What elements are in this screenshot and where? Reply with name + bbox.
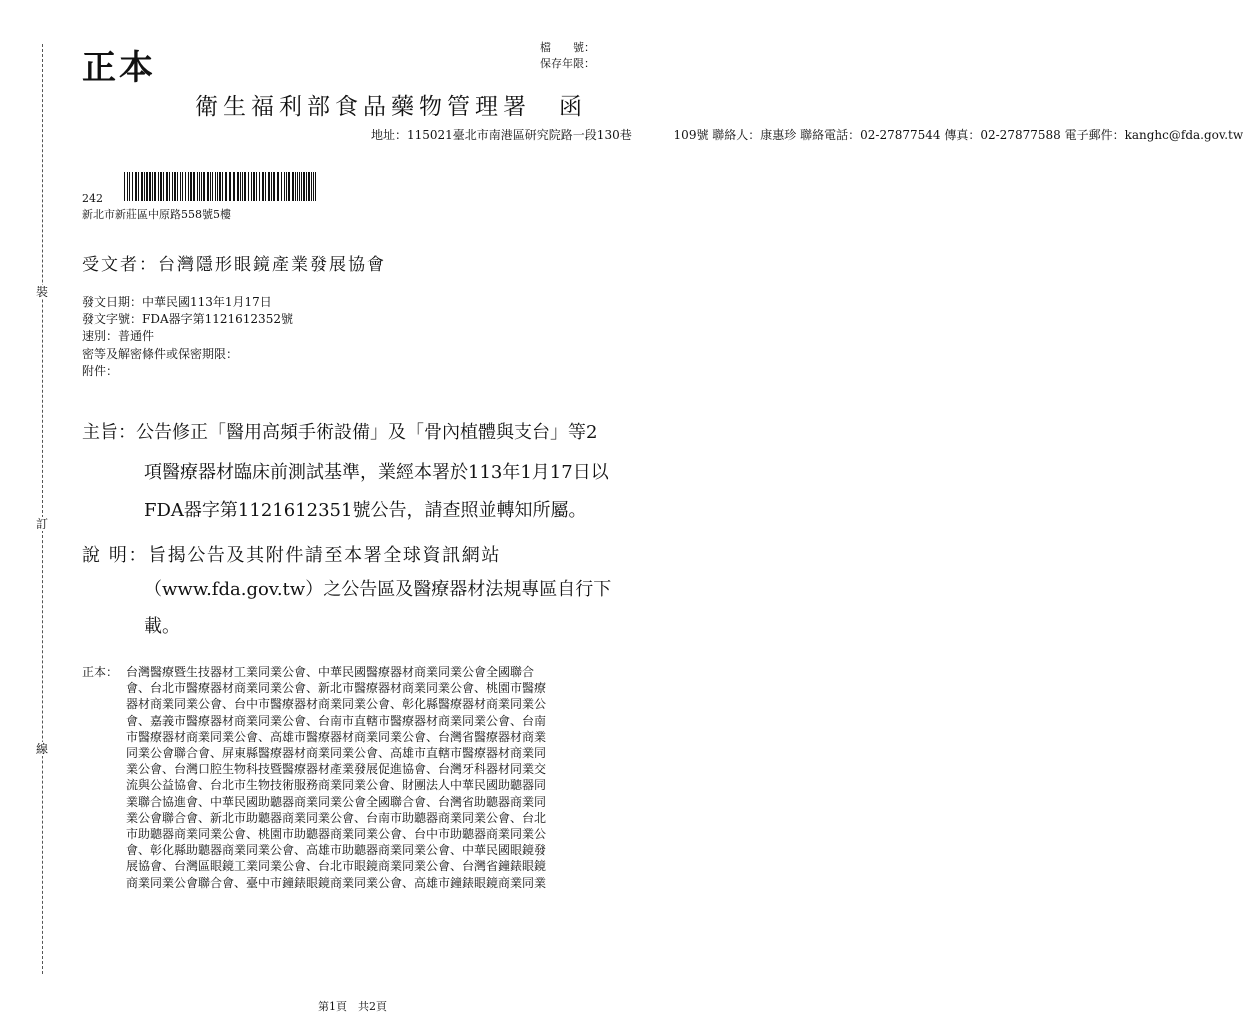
contact-email: 電子郵件：kanghc@fda.gov.tw bbox=[1064, 128, 1243, 142]
distribution-line: 商業同業公會聯合會、臺中市鐘錶眼鏡商業同業公會、高雄市鐘錶眼鏡商業同業 bbox=[126, 875, 547, 890]
contact-phone: 聯絡電話：02-27877544 bbox=[800, 128, 941, 142]
binding-mark-ding: 訂 bbox=[36, 517, 49, 531]
retention-period-label: 保存年限： bbox=[540, 57, 595, 70]
subject-line-2: 項醫療器材臨床前測試基準，業經本署於113年1月17日以 bbox=[144, 462, 609, 483]
document-title: 衛生福利部食品藥物管理署 函 bbox=[195, 94, 587, 120]
distribution-line: 業聯合協進會、中華民國助聽器商業同業公會全國聯合會、台灣省助聽器商業同 bbox=[126, 794, 547, 809]
document-number: 發文字號：FDA器字第1121612352號 bbox=[82, 312, 293, 327]
distribution-line: 同業公會聯合會、屏東縣醫療器材商業同業公會、高雄市直轄市醫療器材商業同 bbox=[126, 746, 547, 761]
file-info bbox=[540, 40, 595, 72]
recipient: 受文者：台灣隱形眼鏡產業發展協會 bbox=[82, 255, 386, 275]
explanation-line-3: 載。 bbox=[144, 616, 180, 637]
binding-mark-zhuang: 裝 bbox=[36, 285, 49, 299]
distribution-line: 市醫療器材商業同業公會、高雄市醫療器材商業同業公會、台灣省醫療器材商業 bbox=[126, 729, 547, 744]
postal-code: 242 bbox=[82, 192, 103, 205]
distribution-list bbox=[82, 664, 546, 891]
original-stamp: 正本 bbox=[82, 48, 156, 88]
distribution-line: 器材商業同業公會、台中市醫療器材商業同業公會、彰化縣醫療器材商業同業公 bbox=[126, 697, 547, 712]
contact-person: 聯絡人：康惠珍 bbox=[712, 128, 797, 142]
contact-address-cont: 109號 bbox=[673, 128, 709, 142]
classification: 密等及解密條件或保密期限： bbox=[82, 346, 239, 361]
distribution-line: 會、台北市醫療器材商業同業公會、新北市醫療器材商業同業公會、桃園市醫療 bbox=[126, 681, 547, 696]
contact-address: 地址：115021臺北市南港區研究院路一段130巷 bbox=[371, 128, 632, 142]
subject-line-3: FDA器字第1121612351號公告，請查照並轉知所屬。 bbox=[144, 500, 587, 521]
binding-line bbox=[42, 44, 43, 974]
contact-block bbox=[371, 127, 1243, 144]
explanation-line-2: （www.fda.gov.tw）之公告區及醫療器材法規專區自行下 bbox=[144, 579, 612, 600]
distribution-line: 會、嘉義市醫療器材商業同業公會、台南市直轄市醫療器材商業同業公會、台南 bbox=[126, 713, 547, 728]
attachments: 附件： bbox=[82, 363, 119, 378]
explanation-line-1: 說 明：旨揭公告及其附件請至本署全球資訊網站 bbox=[82, 545, 501, 566]
urgency: 速別：普通件 bbox=[82, 329, 155, 344]
page-number: 第1頁 共2頁 bbox=[318, 1000, 387, 1013]
distribution-label: 正本： bbox=[82, 665, 119, 679]
barcode-image bbox=[124, 172, 318, 201]
distribution-line: 業公會聯合會、新北市助聽器商業同業公會、台南市助聽器商業同業公會、台北 bbox=[126, 810, 547, 825]
distribution-line: 業公會、台灣口腔生物科技暨醫療器材產業發展促進協會、台灣牙科器材同業交 bbox=[126, 762, 547, 777]
distribution-line: 市助聽器商業同業公會、桃園市助聽器商業同業公會、台中市助聽器商業同業公 bbox=[126, 827, 547, 842]
distribution-line: 流與公益協會、台北市生物技術服務商業同業公會、財團法人中華民國助聽器同 bbox=[126, 778, 547, 793]
recipient-address: 新北市新莊區中原路558號5樓 bbox=[82, 208, 231, 221]
distribution-line: 展協會、台灣區眼鏡工業同業公會、台北市眼鏡商業同業公會、台灣省鐘錶眼鏡 bbox=[126, 859, 547, 874]
meta-block bbox=[82, 294, 293, 380]
contact-fax: 傳真：02-27877588 bbox=[944, 128, 1061, 142]
distribution-line: 會、彰化縣助聽器商業同業公會、高雄市助聽器商業同業公會、中華民國眼鏡發 bbox=[126, 843, 547, 858]
file-number-label: 檔 號： bbox=[540, 41, 595, 54]
subject-line-1: 主旨：公告修正「醫用高頻手術設備」及「骨內植體與支台」等2 bbox=[82, 422, 598, 443]
distribution-line: 台灣醫療暨生技器材工業同業公會、中華民國醫療器材商業同業公會全國聯合 bbox=[126, 665, 535, 679]
binding-mark-xian: 線 bbox=[36, 742, 49, 756]
issue-date: 發文日期：中華民國113年1月17日 bbox=[82, 295, 272, 309]
